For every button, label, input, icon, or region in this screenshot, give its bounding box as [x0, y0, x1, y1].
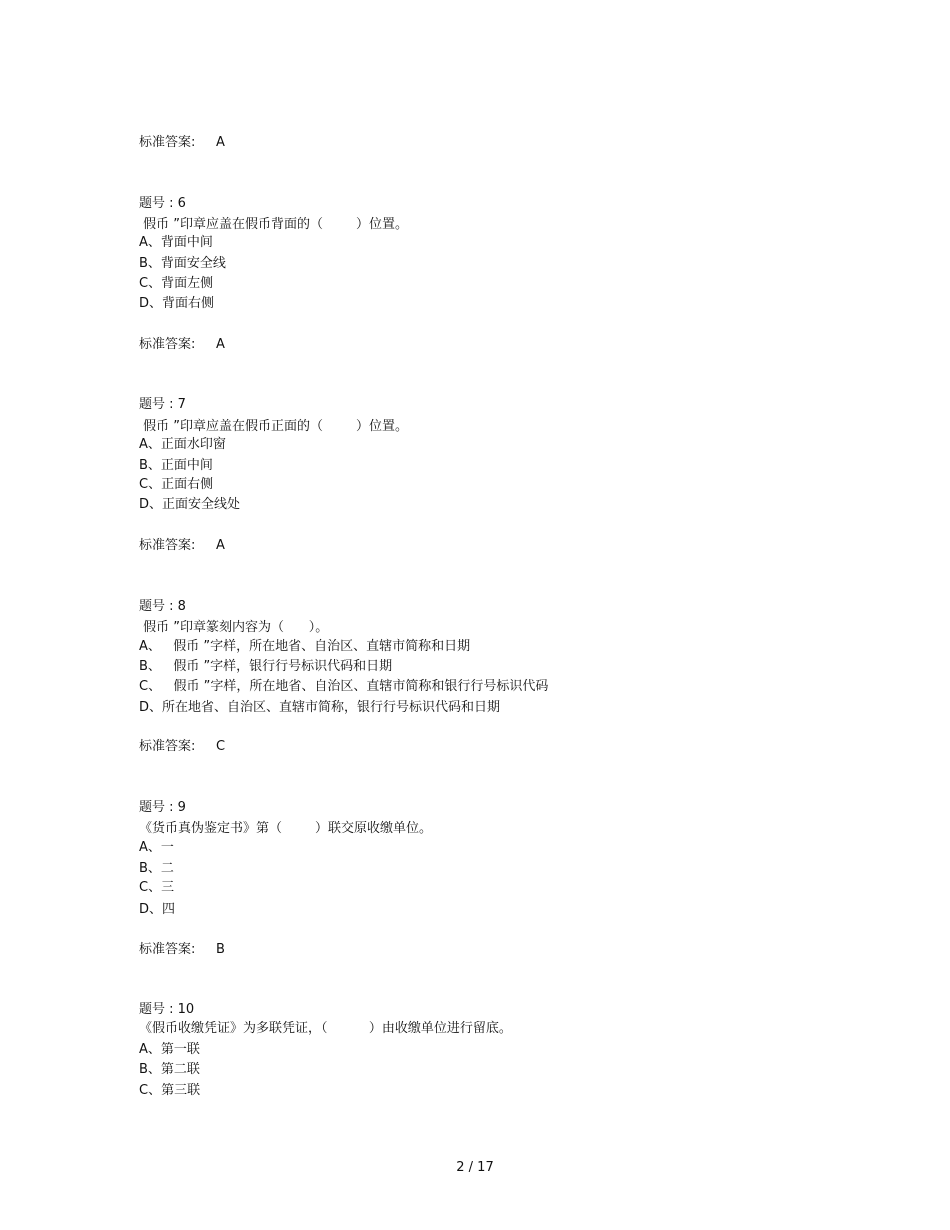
- answer-value: A: [216, 337, 225, 352]
- option: D、背面右侧: [139, 296, 215, 311]
- answer-label: 标准答案:: [139, 942, 196, 957]
- question-number: 题号 : 8: [139, 599, 186, 614]
- question-number: 题号 : 10: [139, 1002, 195, 1017]
- option: A、背面中间: [139, 235, 213, 250]
- answer-value: A: [216, 538, 225, 553]
- question-stem: 《假币收缴凭证》为多联凭证，（ ）由收缴单位进行留底。: [139, 1021, 512, 1036]
- question-number: 题号 : 7: [139, 397, 186, 412]
- option: A、第一联: [139, 1042, 200, 1057]
- answer-label: 标准答案:: [139, 538, 196, 553]
- question-stem: 假币 ”印章篆刻内容为（ ）。: [139, 620, 329, 635]
- option: B、二: [139, 861, 174, 876]
- option: C、正面右侧: [139, 477, 214, 492]
- question-stem: 《货币真伪鉴定书》第（ ）联交原收缴单位。: [139, 821, 433, 836]
- answer-label: 标准答案:: [139, 739, 196, 754]
- option: A、一: [139, 840, 174, 855]
- page-number: 2 / 17: [456, 1160, 494, 1175]
- answer-value: B: [216, 942, 225, 957]
- answer-label: 标准答案:: [139, 337, 196, 352]
- option: A、 假币 ”字样，所在地省、自治区、直辖市简称和日期: [139, 639, 471, 654]
- answer-value: C: [216, 739, 226, 754]
- option: D、四: [139, 902, 176, 917]
- question-stem: 假币 ”印章应盖在假币正面的（ ）位置。: [139, 419, 409, 434]
- answer-value: A: [216, 135, 225, 150]
- option: D、正面安全线处: [139, 497, 241, 512]
- question-number: 题号 : 9: [139, 800, 186, 815]
- option: C、 假币 ”字样，所在地省、自治区、直辖市简称和银行行号标识代码: [139, 679, 549, 694]
- question-number: 题号 : 6: [139, 196, 186, 211]
- option: D、所在地省、自治区、直辖市简称，银行行号标识代码和日期: [139, 700, 501, 715]
- option: A、正面水印窗: [139, 437, 226, 452]
- option: B、 假币 ”字样，银行行号标识代码和日期: [139, 659, 393, 674]
- option: B、正面中间: [139, 458, 213, 473]
- option: C、三: [139, 880, 175, 895]
- option: B、第二联: [139, 1062, 200, 1077]
- option: B、背面安全线: [139, 256, 226, 271]
- option: C、第三联: [139, 1083, 201, 1098]
- question-stem: 假币 ”印章应盖在假币背面的（ ）位置。: [139, 217, 409, 232]
- option: C、背面左侧: [139, 276, 214, 291]
- answer-label: 标准答案:: [139, 135, 196, 150]
